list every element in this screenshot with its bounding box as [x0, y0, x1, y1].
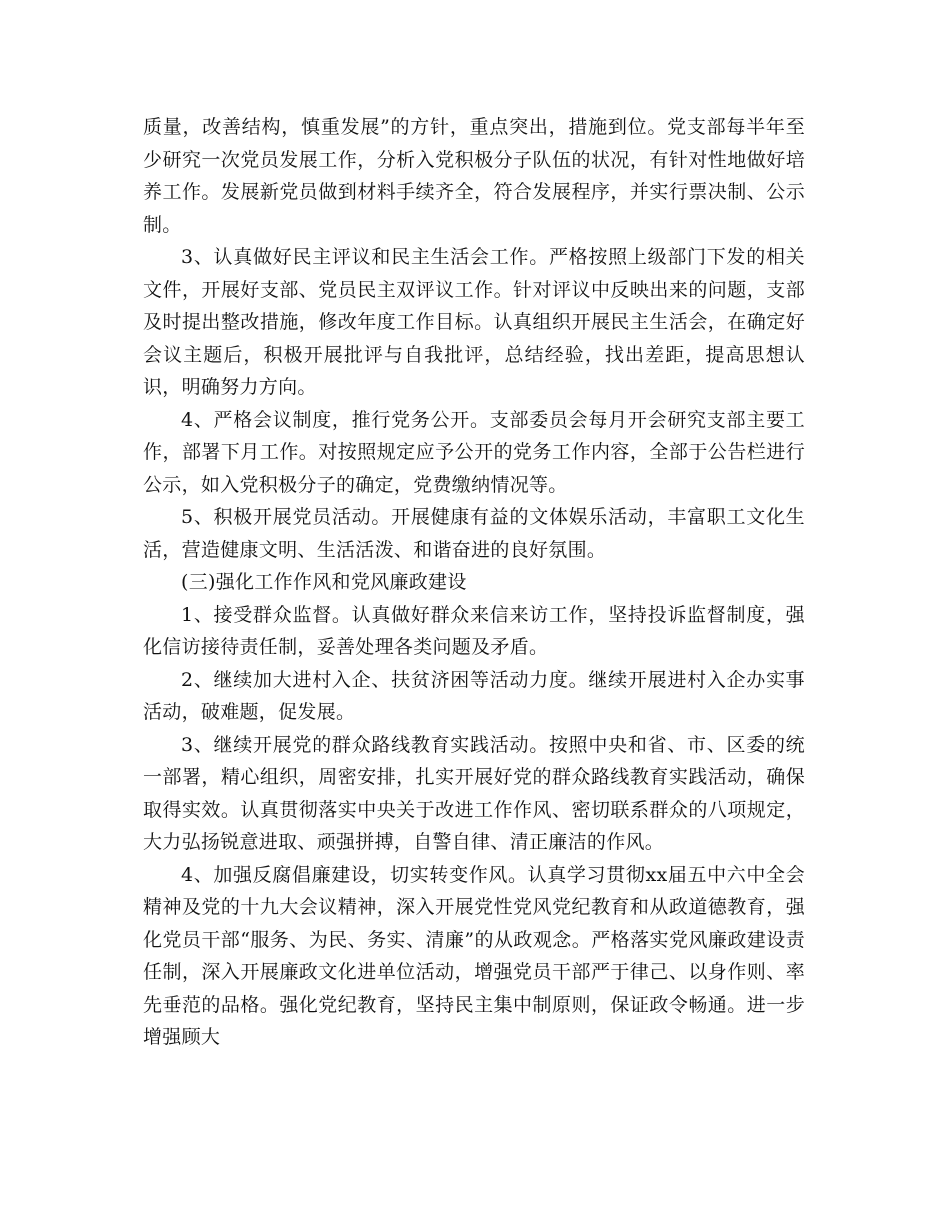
section-heading-3: (三)强化工作作风和党风廉政建设 [181, 571, 467, 593]
paragraph-item-4-anti-corruption: 4、加强反腐倡廉建设，切实转变作风。认真学习贯彻xx届五中六中全会精神及党的十九大会议精神，深入开展党性党风党纪教育和从政道德教育，强化党员干部“服务、为民、务实、清廉”的从政观念。严格落实党风廉政建设责任制，深入开展廉政文化进单位活动，增强党员干部严于律己、以身作则、率先垂范的品格。强化党纪教育，坚持民主集中制原则，保证政令畅通。进一步增强顾大 [143, 863, 805, 1048]
paragraph-item-3-democratic-review: 3、认真做好民主评议和民主生活会工作。严格按照上级部门下发的相关文件，开展好支部、党员民主双评议工作。针对评议中反映出来的问题，支部及时提出整改措施，修改年度工作目标。认真组织开展民主生活会，在确定好会议主题后，积极开展批评与自我批评，总结经验，找出差距，提高思想认识，明确努力方向。 [143, 246, 805, 398]
paragraph-item-2-village-enterprise: 2、继续加大进村入企、扶贫济困等活动力度。继续开展进村入企办实事活动，破难题，促发展。 [143, 668, 805, 723]
paragraph-item-5-member-activities: 5、积极开展党员活动。开展健康有益的文体娱乐活动，丰富职工文化生活，营造健康文明、生活活泼、和谐奋进的良好氛围。 [143, 506, 805, 561]
document-body [143, 111, 805, 1054]
paragraph-item-1-public-supervision: 1、接受群众监督。认真做好群众来信来访工作，坚持投诉监督制度，强化信访接待责任制，妥善处理各类问题及矛盾。 [143, 603, 805, 658]
paragraph-item-3-mass-line: 3、继续开展党的群众路线教育实践活动。按照中央和省、市、区委的统一部署，精心组织，周密安排，扎实开展好党的群众路线教育实践活动，确保取得实效。认真贯彻落实中央关于改进工作作风、密切联系群众的八项规定，大力弘扬锐意进取、顽强拼搏，自警自律、清正廉洁的作风。 [143, 733, 805, 853]
paragraph-item-4-meeting-system: 4、严格会议制度，推行党务公开。支部委员会每月开会研究支部主要工作，部署下月工作。对按照规定应予公开的党务工作内容，全部于公告栏进行公示，如入党积极分子的确定，党费缴纳情况等。 [143, 408, 805, 496]
paragraph-continuation: 质量，改善结构，慎重发展”的方针，重点突出，措施到位。党支部每半年至少研究一次党员发展工作，分析入党积极分子队伍的状况，有针对性地做好培养工作。发展新党员做到材料手续齐全，符合发展程序，并实行票决制、公示制。 [143, 116, 805, 236]
